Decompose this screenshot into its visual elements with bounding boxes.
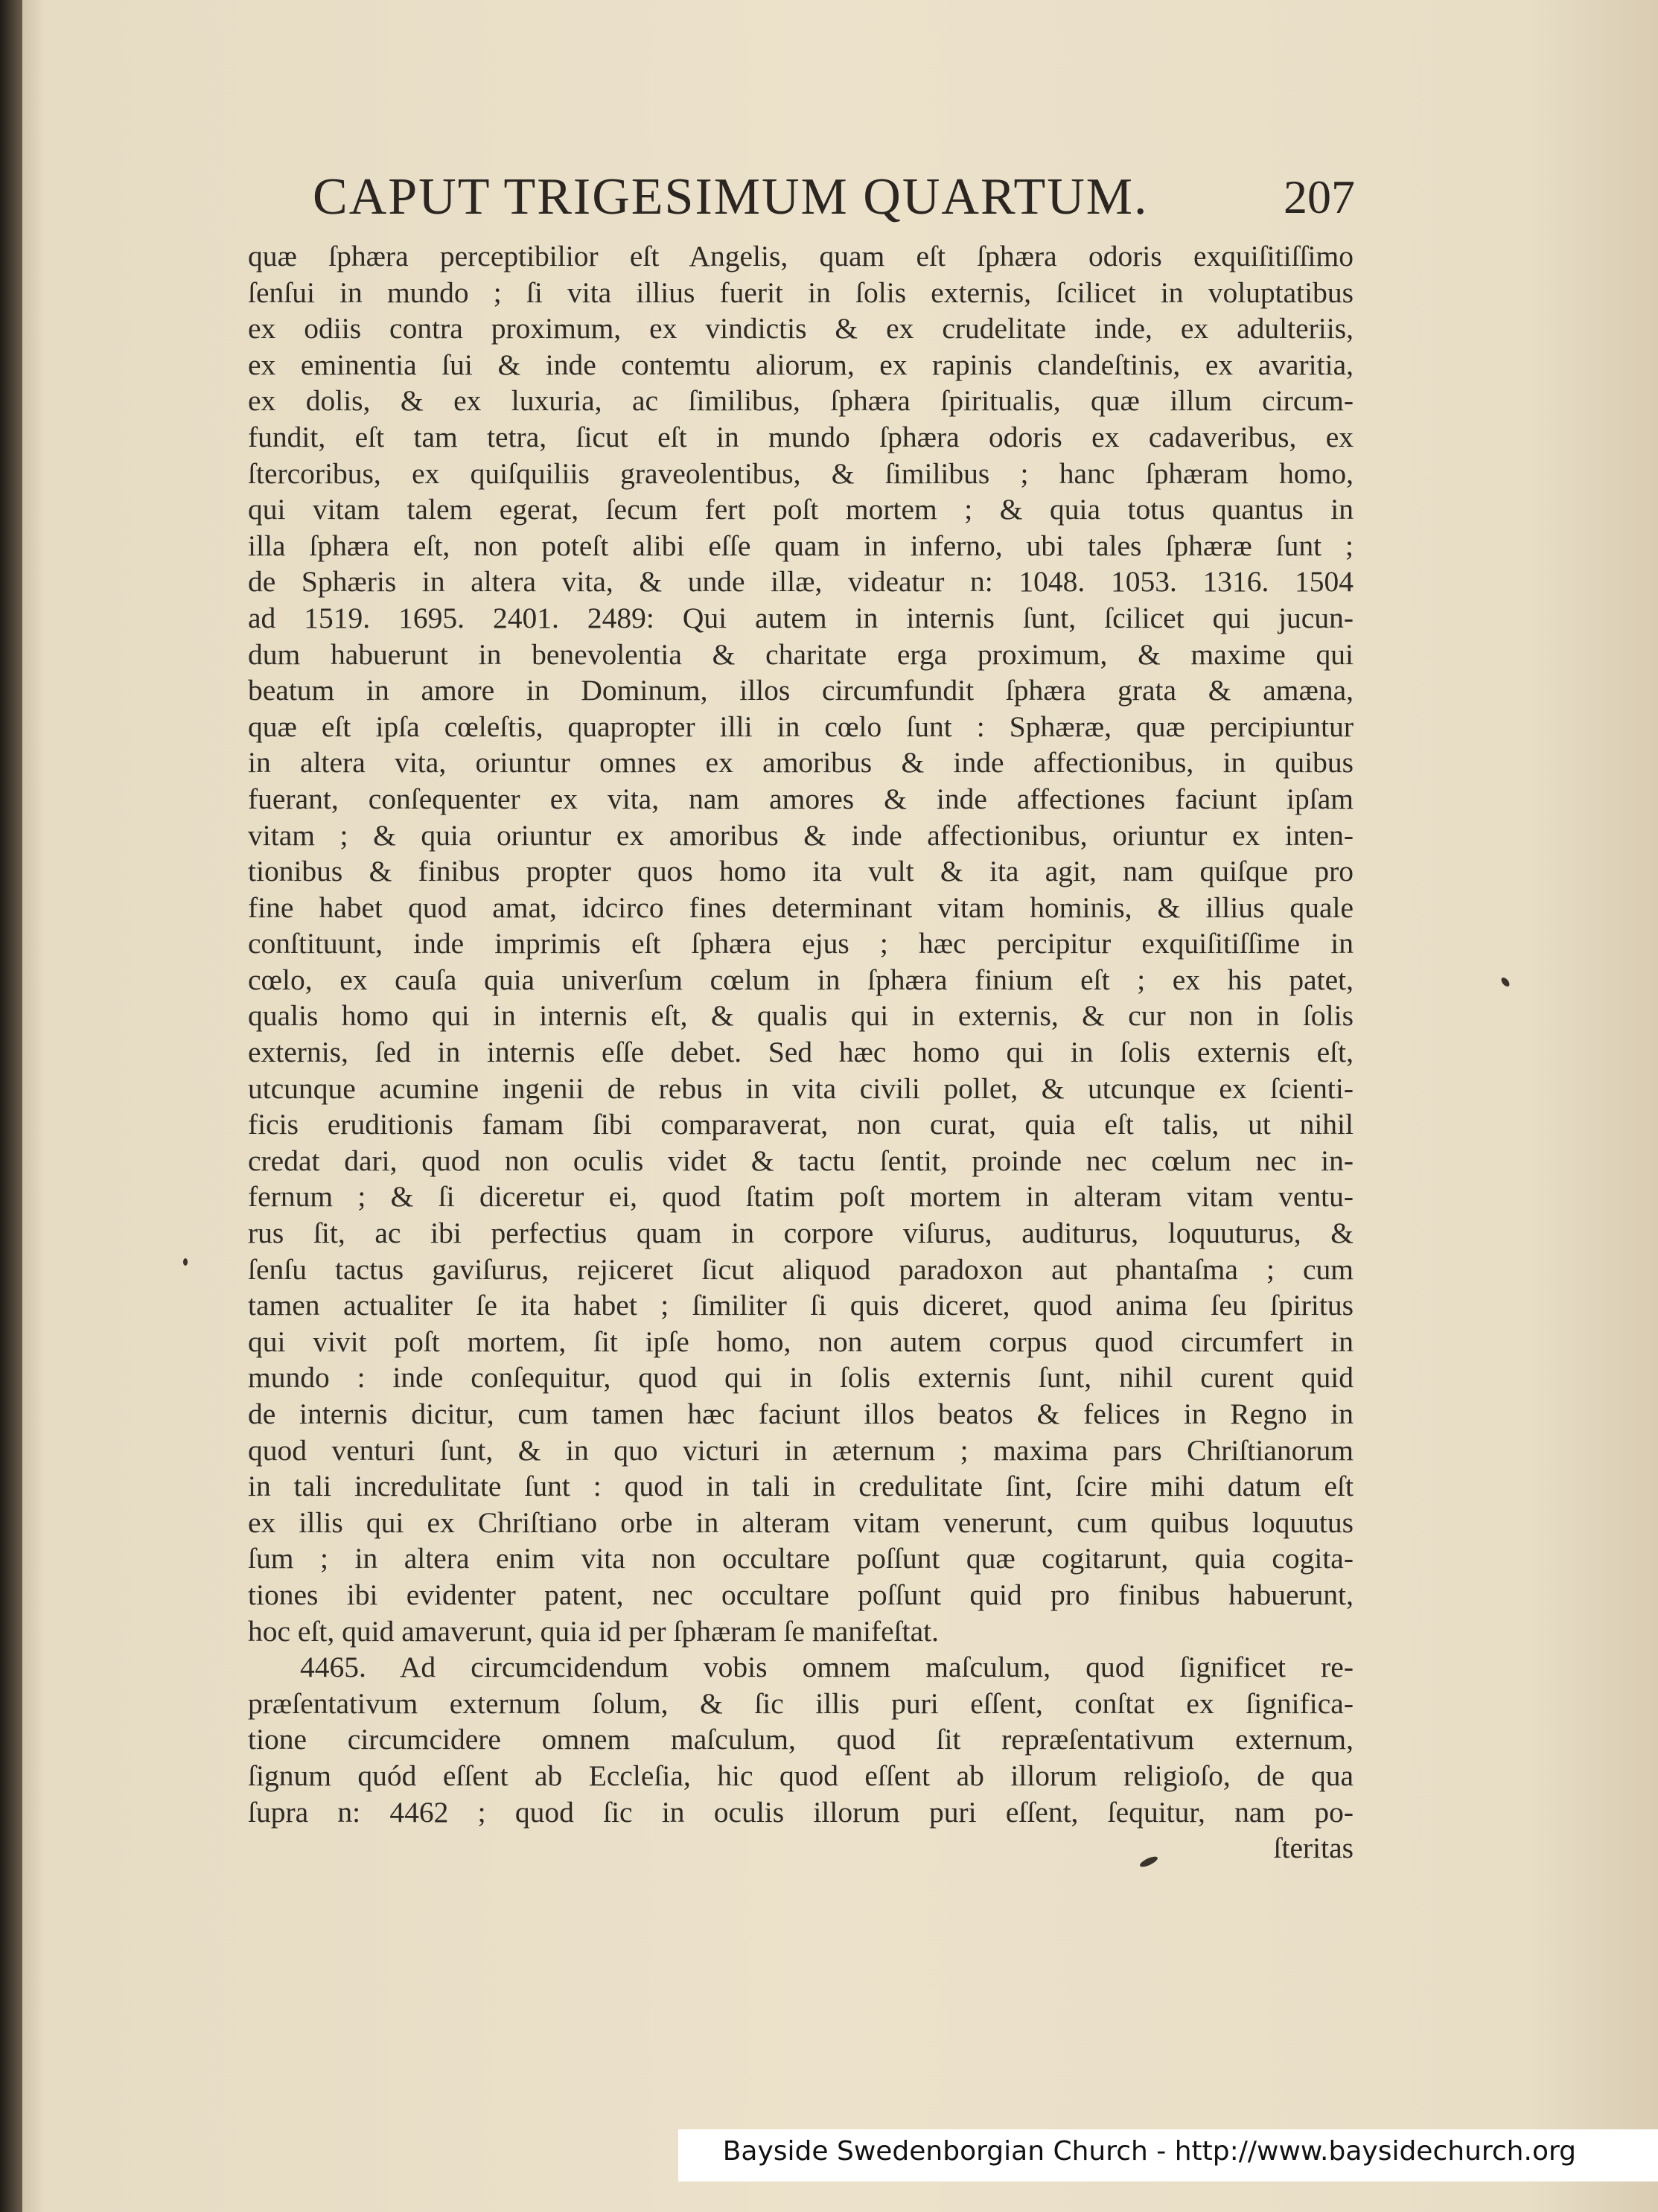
text-line: quæ ſphæra perceptibilior eſt Angelis, quam eſt ſphæra odoris exquiſitiſſimo: [248, 240, 1353, 272]
text-line: illa ſphæra eſt, non poteſt alibi eſſe quam in inferno, ubi tales ſphæræ ſunt ;: [248, 529, 1353, 562]
text-line: in tali incredulitate ſunt : quod in tali in credulitate ſint, ſcire mihi datum eſt: [248, 1470, 1353, 1503]
text-line: quod venturi ſunt, & in quo victuri in æternum ; maxima pars Chriſtianorum: [248, 1433, 1353, 1467]
text-line: ad 1519. 1695. 2401. 2489: Qui autem in internis ſunt, ſcilicet qui jucun-: [248, 601, 1353, 634]
text-line: tione circumcidere omnem maſculum, quod ſit repræſentativum externum,: [248, 1723, 1353, 1756]
text-line: de internis dicitur, cum tamen hæc faciunt illos beatos & felices in Regno in: [248, 1397, 1353, 1430]
text-line: dum habuerunt in benevolentia & charitate erga proximum, & maxime qui: [248, 637, 1353, 671]
body-text: [248, 238, 1353, 1867]
text-line: conſtituunt, inde imprimis eſt ſphæra ejus ; hæc percipitur exquiſitiſſime in: [248, 927, 1353, 960]
text-line: ſenſui in mundo ; ſi vita illius fuerit in ſolis externis, ſcilicet in voluptatibus: [248, 275, 1353, 309]
text-line: præſentativum externum ſolum, & ſic illis puri eſſent, conſtat ex ſignifica-: [248, 1686, 1353, 1720]
text-line: rus ſit, ac ibi perfectius quam in corpore viſurus, auditurus, loquuturus, &: [248, 1217, 1353, 1250]
text-line: ex dolis, & ex luxuria, ac ſimilibus, ſphæra ſpiritualis, quæ illum circum-: [248, 384, 1353, 418]
text-line: in altera vita, oriuntur omnes ex amoribus & inde affectionibus, in quibus: [248, 746, 1353, 780]
text-line: ficis eruditionis famam ſibi comparaverat, non curat, quia eſt talis, ut nihil: [248, 1108, 1353, 1141]
text-line: ſtercoribus, ex quiſquiliis graveolentibus, & ſimilibus ; hanc ſphæram homo,: [248, 456, 1353, 490]
text-line: fuerant, conſequenter ex vita, nam amores & inde affectiones faciunt ipſam: [248, 782, 1353, 815]
text-line: beatum in amore in Dominum, illos circumfundit ſphæra grata & amæna,: [248, 674, 1353, 707]
ink-speck: [183, 1258, 188, 1266]
text-line: qualis homo qui in internis eſt, & qualis qui in externis, & cur non in ſolis: [248, 999, 1353, 1033]
text-line: vitam ; & quia oriuntur ex amoribus & inde affectionibus, oriuntur ex inten-: [248, 818, 1353, 852]
text-line: credat dari, quod non oculis videt & tactu ſentit, proinde nec cœlum nec in-: [248, 1144, 1353, 1177]
paragraph-1: [248, 238, 1353, 1649]
text-line: tamen actualiter ſe ita habet ; ſimiliter ſi quis diceret, quod anima ſeu ſpiritus: [248, 1289, 1353, 1322]
text-line: externis, ſed in internis eſſe debet. Sed hæc homo qui in ſolis externis eſt,: [248, 1036, 1353, 1069]
text-line: hoc eſt, quid amaverunt, quia id per ſphæram ſe manifeſtat.: [248, 1614, 939, 1648]
text-line: 4465. Ad circumcidendum vobis omnem maſculum, quod ſignificet re-: [300, 1651, 1353, 1684]
text-line: qui vivit poſt mortem, ſit ipſe homo, non autem corpus quod circumfert in: [248, 1325, 1353, 1358]
text-line: ex eminentia ſui & inde contemtu aliorum, ex rapinis clandeſtinis, ex avaritia,: [248, 348, 1353, 381]
footer: [0, 2129, 1658, 2181]
text-line: cœlo, ex cauſa quia univerſum cœlum in ſphæra finium eſt ; ex his patet,: [248, 963, 1353, 996]
text-line: de Sphæris in altera vita, & unde illæ, videatur n: 1048. 1053. 1316. 1504: [248, 565, 1353, 599]
text-line: fernum ; & ſi diceretur ei, quod ſtatim poſt mortem in alteram vitam ventu-: [248, 1180, 1353, 1214]
text-line: tiones ibi evidenter patent, nec occultare poſſunt quid pro finibus habuerunt,: [248, 1578, 1353, 1611]
paragraph-2: [248, 1649, 1353, 1830]
text-line: fundit, eſt tam tetra, ſicut eſt in mundo ſphæra odoris ex cadaveribus, ex: [248, 420, 1353, 453]
text-line: utcunque acumine ingenii de rebus in vita civili pollet, & utcunque ex ſcienti-: [248, 1071, 1353, 1105]
text-line: ex illis qui ex Chriſtiano orbe in alteram vitam venerunt, cum quibus loquutus: [248, 1505, 1353, 1539]
book-spine-shadow: [0, 0, 22, 2212]
text-line: tionibus & finibus propter quos homo ita vult & ita agit, nam quiſque pro: [248, 855, 1353, 888]
page-number: 207: [1284, 170, 1355, 223]
text-line: mundo : inde conſequitur, quod qui in ſolis externis ſunt, nihil curent quid: [248, 1361, 1353, 1395]
text-line: ſupra n: 4462 ; quod ſic in oculis illorum puri eſſent, ſequitur, nam po-: [248, 1795, 1353, 1829]
watermark-credit: Bayside Swedenborgian Church - http://www.baysidechurch.org: [678, 2129, 1658, 2181]
text-line: ſenſu tactus gaviſurus, rejiceret ſicut aliquod paradoxon aut phantaſma ; cum: [248, 1252, 1353, 1286]
text-line: qui vitam talem egerat, ſecum fert poſt mortem ; & quia totus quantus in: [248, 493, 1353, 526]
text-line: ſum ; in altera enim vita non occultare poſſunt quæ cogitarunt, quia cogita-: [248, 1542, 1353, 1575]
catchword: ſteritas: [1273, 1832, 1353, 1865]
running-title: CAPUT TRIGESIMUM QUARTUM.: [313, 168, 1149, 226]
page-header: [313, 164, 1355, 231]
text-line: ſignum quód eſſent ab Eccleſia, hic quod eſſent ab illorum religioſo, de qua: [248, 1759, 1353, 1792]
text-line: fine habet quod amat, idcirco fines determinant vitam hominis, & illius quale: [248, 890, 1353, 924]
text-line: ex odiis contra proximum, ex vindictis & ex crudelitate inde, ex adulteriis,: [248, 312, 1353, 345]
text-line: quæ eſt ipſa cœleſtis, quapropter illi in cœlo ſunt : Sphæræ, quæ percipiuntur: [248, 710, 1353, 743]
